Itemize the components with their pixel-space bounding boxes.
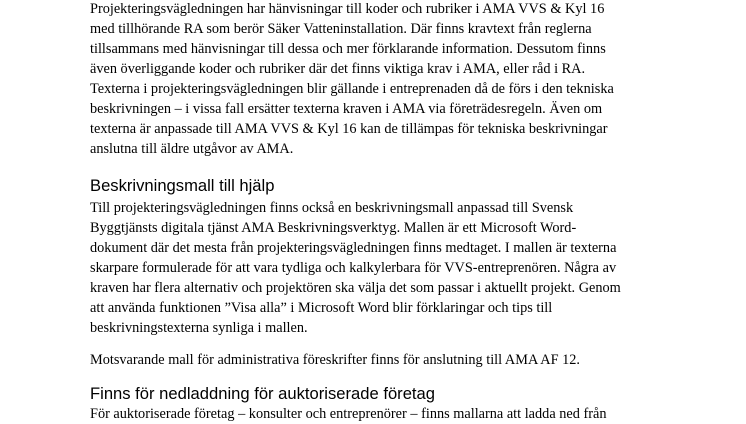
- text-line: anslutna till äldre utgåvor av AMA.: [90, 141, 294, 157]
- text-line: beskrivningstexterna synliga i mallen.: [90, 320, 308, 336]
- section-heading-template: Beskrivningsmall till hjälp: [90, 176, 275, 195]
- text-line: Texterna i projekteringsvägledningen blir gällande i entreprenaden då de förs i den tekniska: [90, 81, 614, 97]
- text-line: med tillhörande RA som berör Säker Vatteninstallation. Där finns kravtext från reglerna: [90, 21, 592, 37]
- paragraph-template: [90, 198, 621, 338]
- text-line: Byggtjänsts digitala tjänst AMA Beskrivningsverktyg. Mallen är ett Microsoft Word-: [90, 220, 577, 236]
- text-line: kraven har flera alternativ och projektören ska välja det som passar i aktuellt projekt. Genom: [90, 280, 621, 296]
- text-line: dokument där det mesta från projekteringsvägledningen finns medtaget. I mallen är texterna: [90, 240, 617, 256]
- text-line: beskrivningen – i vissa fall ersätter texterna kraven i AMA via företrädesregeln. Även om: [90, 101, 603, 117]
- text-line: tillsammans med hänvisningar till dessa och mer förklarande information. Dessutom finns: [90, 41, 606, 57]
- text-line: att använda funktionen ”Visa alla” i Microsoft Word blir förklaringar och tips till: [90, 300, 553, 316]
- text-line: Projekteringsvägledningen har hänvisningar till koder och rubriker i AMA VVS & Kyl 16: [90, 1, 605, 17]
- text-line: Motsvarande mall för administrativa föreskrifter finns för anslutning till AMA AF 12.: [90, 352, 580, 368]
- text-line: även överliggande koder och rubriker där det finns viktiga krav i AMA, eller råd i RA.: [90, 61, 586, 77]
- section-heading-download: Finns för nedladdning för auktoriserade företag: [90, 384, 435, 403]
- paragraph-af-template: [90, 350, 580, 370]
- paragraph-download: [90, 404, 606, 424]
- text-line: Till projekteringsvägledningen finns också en beskrivningsmall anpassad till Svensk: [90, 200, 574, 216]
- text-line: För auktoriserade företag – konsulter och entreprenörer – finns mallarna att ladda ned från: [90, 406, 607, 422]
- text-line: skarpare formulerade för att vara tydliga och kalkylerbara för VVS-entreprenören. Några av: [90, 260, 617, 276]
- text-line: texterna är anpassade till AMA VVS & Kyl 16 kan de tillämpas för tekniska beskrivningar: [90, 121, 608, 137]
- paragraph-references: [90, 0, 614, 159]
